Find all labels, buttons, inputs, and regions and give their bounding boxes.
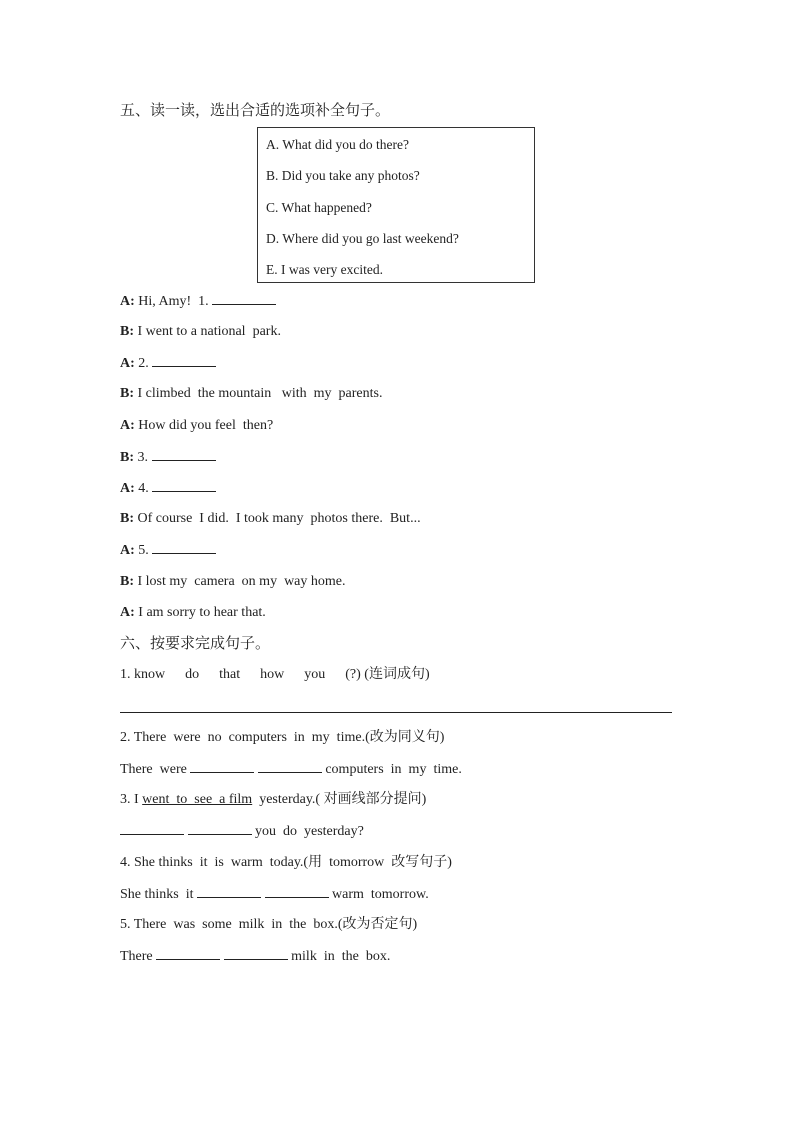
question-3-fill: you do yesterday? xyxy=(120,822,364,841)
dialogue-line-5: A: How did you feel then? xyxy=(120,418,274,433)
section-5-title: 五、读一读，选出合适的选项补全句子。 xyxy=(120,103,391,119)
question-3: 3. I went to see a film yesterday.( 对画线部分提问) xyxy=(120,792,427,807)
question-2-fill: There were computers in my time. xyxy=(120,762,462,777)
option-a: A. What did you do there? xyxy=(266,137,409,152)
question-5: 5. There was some milk in the box.(改为否定句) xyxy=(120,917,418,932)
q3-blank-2[interactable] xyxy=(188,822,252,835)
question-4-fill: She thinks it warm tomorrow. xyxy=(120,887,429,902)
dialogue-line-6: B: 3. xyxy=(120,448,216,467)
option-c: C. What happened? xyxy=(266,200,372,215)
option-d: D. Where did you go last weekend? xyxy=(266,231,459,246)
q5-blank-1[interactable] xyxy=(156,947,220,960)
option-b: B. Did you take any photos? xyxy=(266,168,420,183)
option-e: E. I was very excited. xyxy=(266,262,383,277)
answer-blank-4[interactable] xyxy=(152,479,216,492)
section-6-title: 六、按要求完成句子。 xyxy=(120,636,271,652)
dialogue-line-10: B: I lost my camera on my way home. xyxy=(120,574,346,589)
dialogue-line-7: A: 4. xyxy=(120,479,216,498)
underlined-phrase: went to see a film xyxy=(142,792,253,807)
q4-blank-1[interactable] xyxy=(197,885,261,898)
answer-blank-5[interactable] xyxy=(152,541,216,554)
q2-blank-1[interactable] xyxy=(190,760,254,773)
question-5-fill: There milk in the box. xyxy=(120,949,391,964)
question-4: 4. She thinks it is warm today.(用 tomorrow 改写句子) xyxy=(120,855,452,870)
dialogue-line-2: B: I went to a national park. xyxy=(120,324,281,339)
question-2: 2. There were no computers in my time.(改为同义句) xyxy=(120,730,445,745)
dialogue-line-8: B: Of course I did. I took many photos there. But... xyxy=(120,511,421,526)
dialogue-line-11: A: I am sorry to hear that. xyxy=(120,605,266,620)
dialogue-line-4: B: I climbed the mountain with my parents. xyxy=(120,386,383,401)
q3-blank-1[interactable] xyxy=(120,822,184,835)
dialogue-line-9: A: 5. xyxy=(120,541,216,560)
q4-blank-2[interactable] xyxy=(265,885,329,898)
dialogue-line-1: A: Hi, Amy! 1. xyxy=(120,292,276,311)
answer-blank-3[interactable] xyxy=(152,448,216,461)
q5-blank-2[interactable] xyxy=(224,947,288,960)
question-1: 1. know do that how you (?) (连词成句) xyxy=(120,667,430,682)
q2-blank-2[interactable] xyxy=(258,760,322,773)
answer-line-q1[interactable] xyxy=(120,712,672,713)
answer-blank-1[interactable] xyxy=(212,292,276,305)
options-box xyxy=(257,127,535,283)
answer-blank-2[interactable] xyxy=(152,354,216,367)
dialogue-line-3: A: 2. xyxy=(120,354,216,373)
